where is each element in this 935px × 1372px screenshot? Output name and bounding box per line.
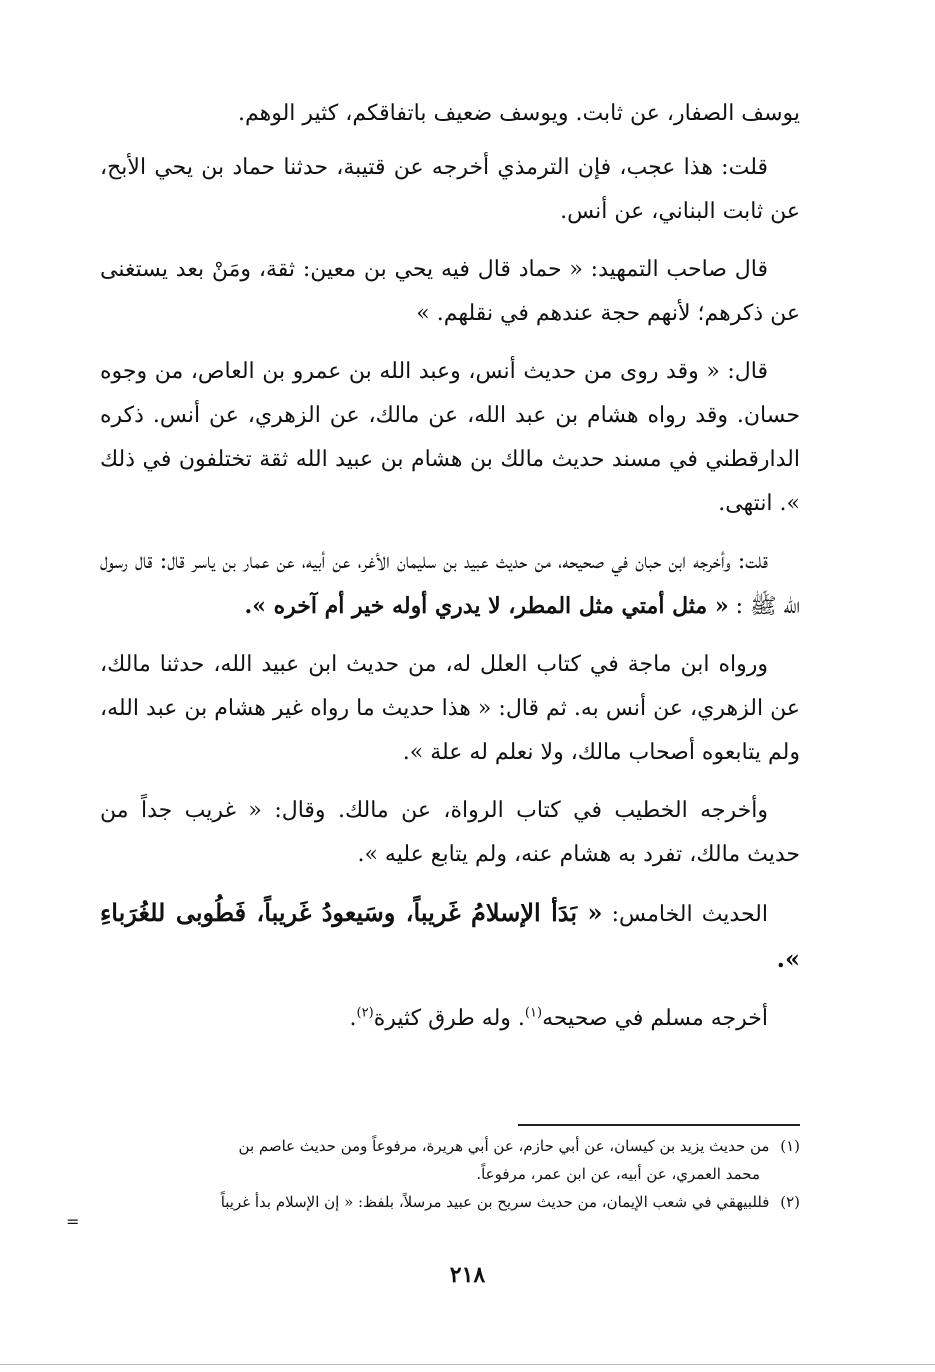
- hadith-quote-rain: « مثل أمتي مثل المطر، لا يدري أوله خير أم آخره ».: [244, 593, 729, 619]
- paragraph-9-text-c: .: [349, 1006, 357, 1031]
- paragraph-8-heading: الحديث الخامس:: [602, 902, 768, 927]
- footnote-1-continuation: محمد العمري، عن أبيه، عن ابن عمر، مرفوعاً.: [476, 1165, 760, 1183]
- footnote-1-number: (١): [780, 1137, 800, 1155]
- footnote-2: [100, 1188, 800, 1216]
- footnote-1: [100, 1132, 800, 1160]
- hadith-quote-stranger: « بَدَأ الإسلامُ غَريباً، وسَيعودُ غَريباً، فَطُوبى للغُرَباءِ ».: [100, 898, 800, 973]
- paragraph-3: قال صاحب التمهيد: « حماد قال فيه يحي بن معين: ثقة، ومَنْ بعد يستغنى عن ذكرهم؛ لأنهم حجة عندهم في نقلهم. »: [100, 257, 800, 326]
- paragraph-9: [100, 997, 800, 1041]
- paragraph-6: ورواه ابن ماجة في كتاب العلل له، من حديث ابن عبيد الله، حدثنا مالك، عن الزهري، عن أنس به. ثم قال: « هذا حديث ما رواه غير هشام بن عبد الله، ولم يتابعوه أصحاب مالك، ولا نعلم له علة ».: [100, 652, 800, 765]
- footnote-2-text: فللبيهقي في شعب الإيمان، من حديث سريح بن عبيد مرسلاً، بلفظ: « إن الإسلام بدأ غريباً: [220, 1193, 770, 1211]
- footnote-1-text: من حديث يزيد بن كيسان، عن أبي حازم، عن أبي هريرة، مرفوعاً ومن حديث عاصم بن: [238, 1137, 770, 1155]
- paragraph-5: [100, 540, 800, 629]
- footnotes: [100, 1132, 800, 1216]
- page-edge-line: [0, 1364, 935, 1365]
- page-number: ٢١٨: [449, 1262, 486, 1288]
- paragraph-8: [100, 891, 800, 983]
- paragraph-7: وأخرجه الخطيب في كتاب الرواة، عن مالك. وقال: « غريب جداً من حديث مالك، تفرد به هشام عنه، ولم يتابع عليه ».: [100, 798, 800, 867]
- paragraph-2: قلت: هذا عجب، فإن الترمذي أخرجه عن قتيبة، حدثنا حماد بن يحي الأبح، عن ثابت البناني، عن أنس.: [100, 155, 800, 224]
- paragraph-9-text-a: أخرجه مسلم في صحيحه: [542, 1006, 768, 1031]
- main-text: [100, 92, 800, 1055]
- paragraph-9-text-b: . وله طرق كثيرة: [373, 1006, 525, 1031]
- paragraph-5-text: قلت: وأخرجه ابن حبان في صحيحه، من حديث عبيد بن سليمان الأغر، عن أبيه، عن عمار بن ياسر قال: قال رسول الله ﷺ :: [100, 549, 800, 619]
- footnote-2-number: (٢): [780, 1193, 800, 1211]
- footnote-ref-1[interactable]: (١): [524, 1005, 543, 1021]
- footnote-ref-2[interactable]: (٢): [356, 1005, 374, 1021]
- footnote-continuation-mark: =: [66, 1212, 80, 1231]
- paragraph-1: يوسف الصفار، عن ثابت. ويوسف ضعيف باتفاقكم، كثير الوهم.: [237, 101, 800, 126]
- footnote-divider: [518, 1124, 800, 1126]
- paragraph-4: قال: « وقد روى من حديث أنس، وعبد الله بن عمرو بن العاص، من وجوه حسان. وقد رواه هشام بن عبد الله، عن مالك، عن الزهري، عن أنس. ذكره الدارقطني في مسند حديث مالك بن هشام بن عبيد الله ثقة تختلفون في ذلك ». انتهى.: [100, 359, 800, 516]
